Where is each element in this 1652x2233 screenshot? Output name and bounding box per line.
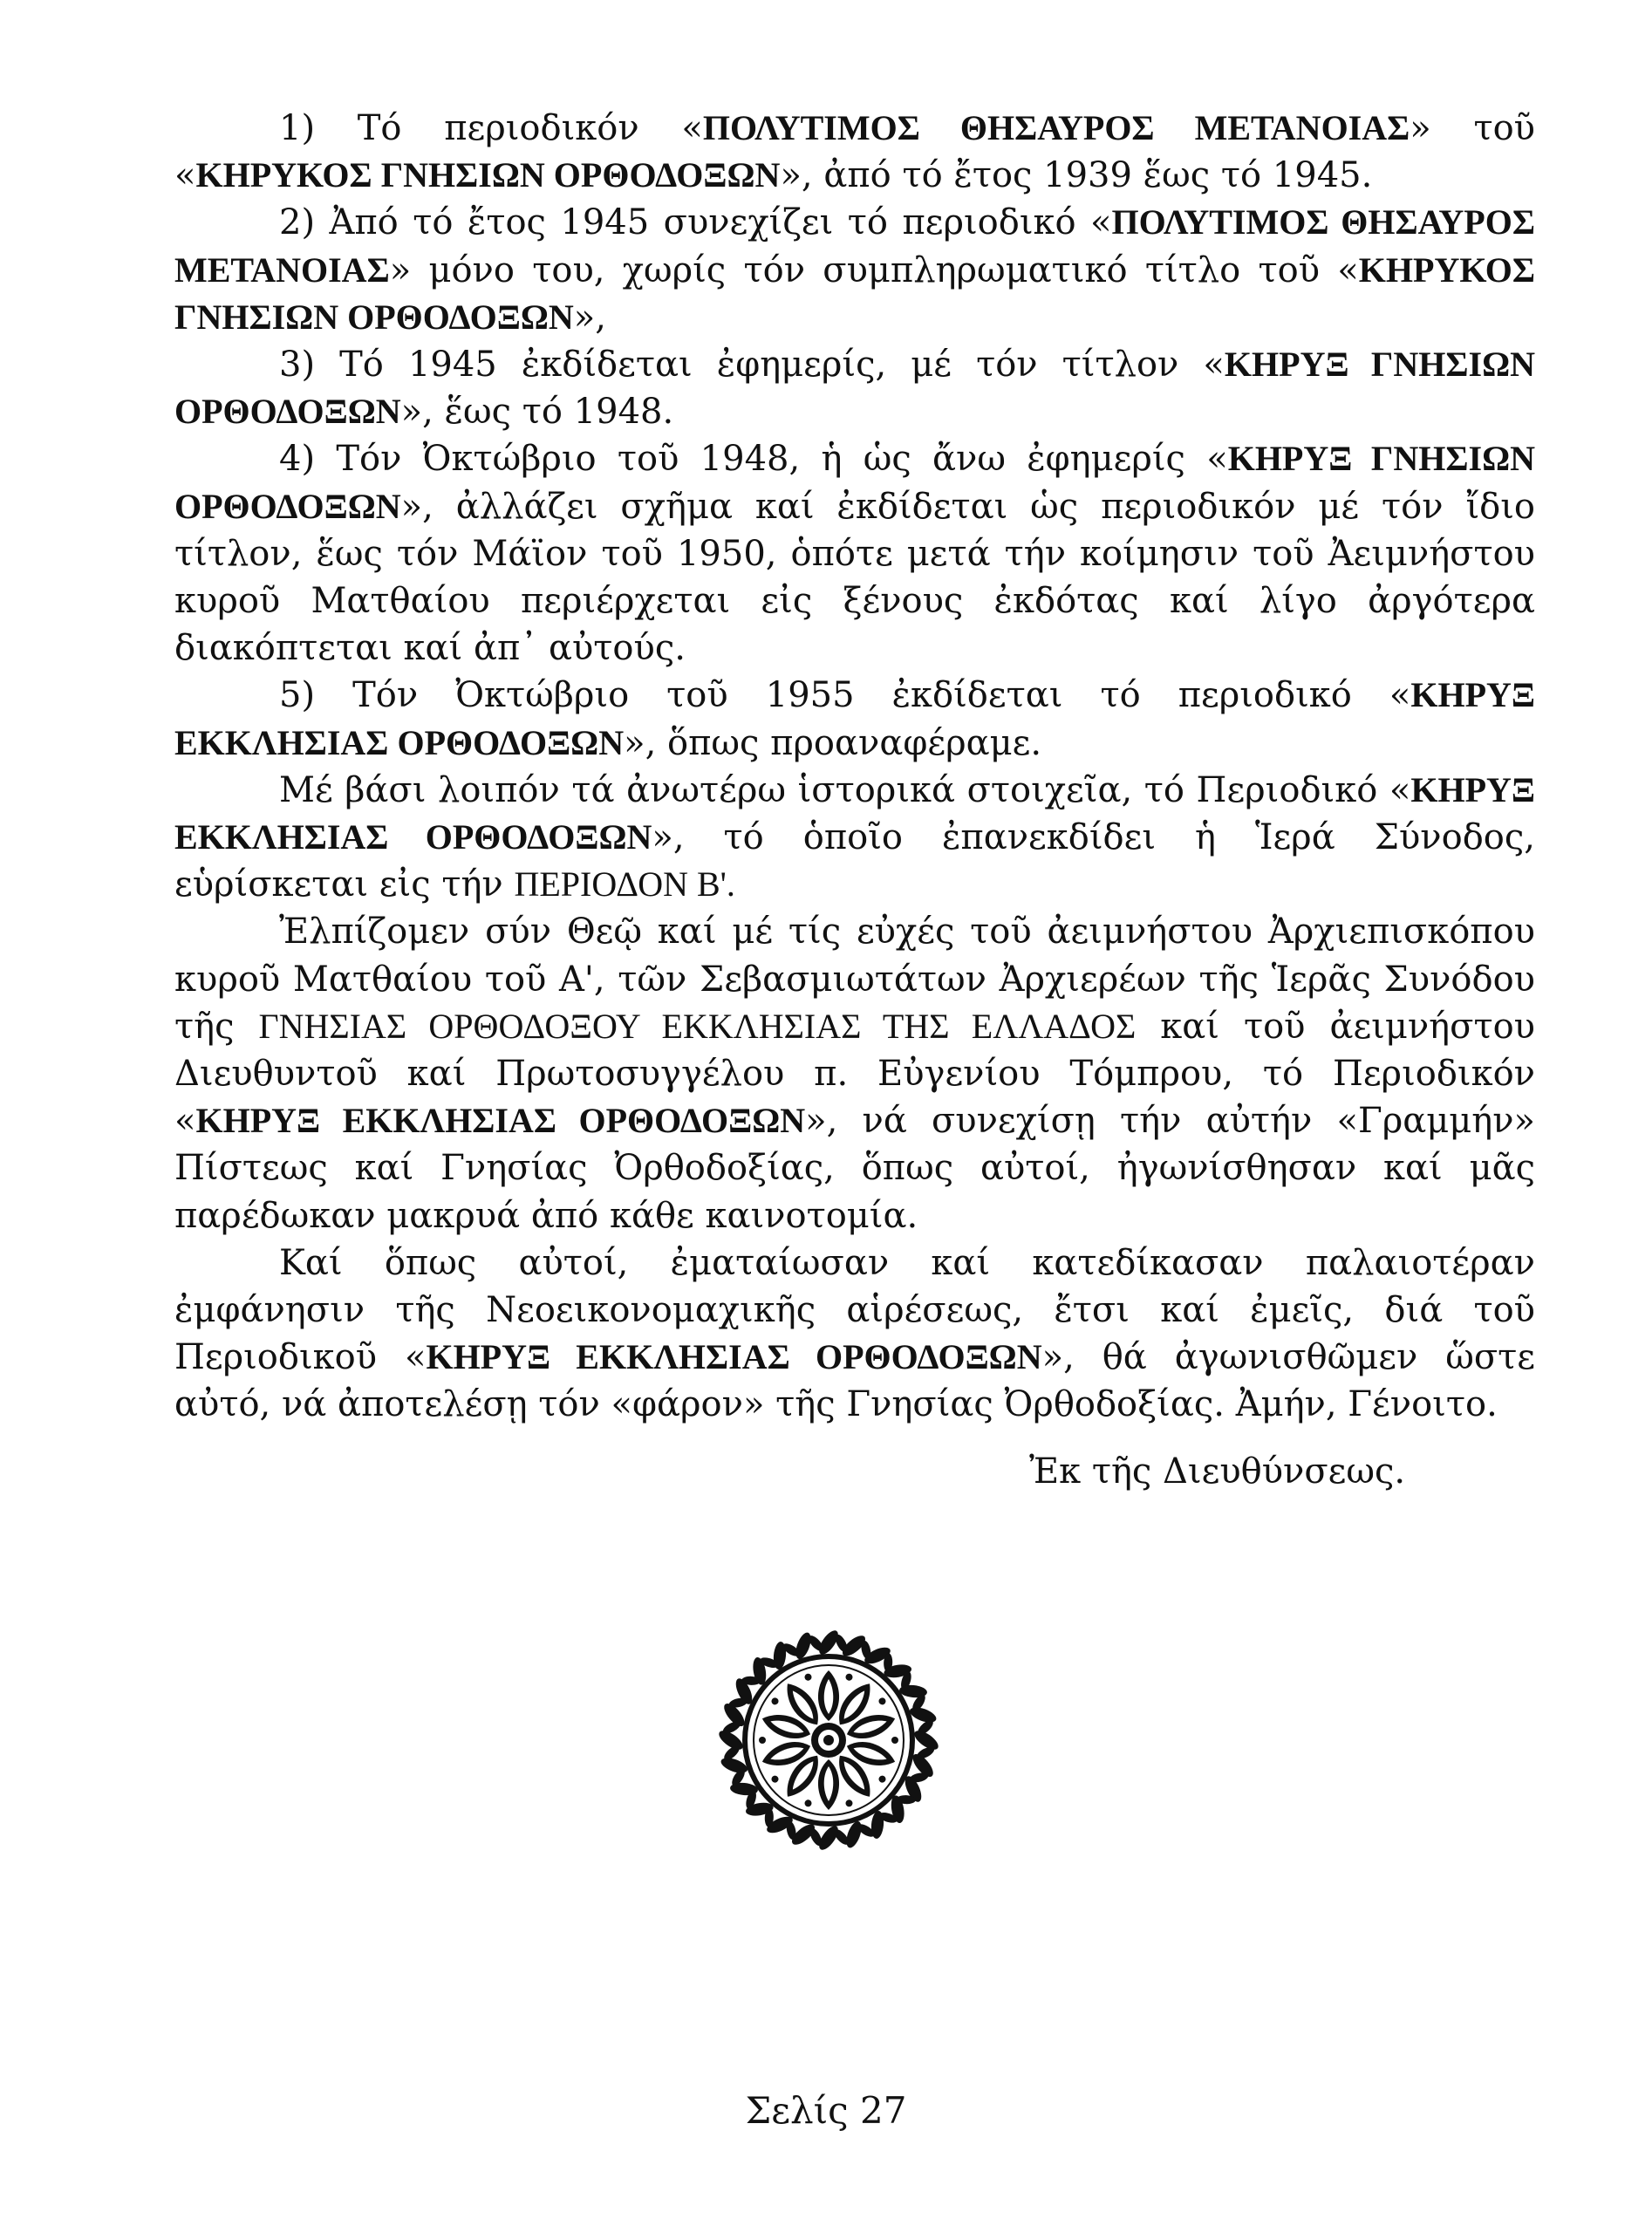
paragraph-text: », ἀπό τό ἔτος 1939 ἕως τό 1945. (780, 155, 1373, 196)
paragraph-text: », ἀλλάζει σχῆμα καί ἐκδίδεται ὡς περιοδικόν μέ τόν ἴδιο τίτλον, ἕως τόν Μάϊον τοῦ 1950, ὁπότε μετά τήν κοίμησιν τοῦ Ἀειμνήστου κυροῦ Ματθαίου περιέρχεται εἰς ξένους ἐκδότας καί λίγο ἀργότερα διακόπτεται καί ἀπ᾽ αὐτούς. (174, 486, 1535, 669)
paragraph-text: », ὅπως προαναφέραμε. (624, 722, 1042, 763)
paragraph-text: 4) Τόν Ὀκτώβριο τοῦ 1948, ἡ ὡς ἄνω ἐφημερίς « (279, 439, 1228, 480)
paragraph-text: 3) Τό 1945 ἐκδίδεται ἐφημερίς, μέ τόν τίτλον « (279, 345, 1225, 386)
paragraph (174, 199, 1535, 341)
paragraph-text: » μόνο του, χωρίς τόν συμπληρωματικό τίτλο τοῦ « (389, 249, 1359, 290)
body-text (174, 105, 1535, 1429)
paragraph-text: », (573, 297, 606, 338)
paragraph-text: καί τοῦ ἀειμνήστου Διευθυντοῦ καί Πρωτοσυγγέλου π. Εὐγενίου Τόμπρου, τό Περιοδικόν « (174, 1006, 1535, 1142)
paragraph-text: », ἕως τό 1948. (400, 392, 674, 433)
paragraph-text: Ἐλπίζομεν σύν Θεῷ καί μέ τίς εὐχές τοῦ ἀειμνήστου Ἀρχιεπισκόπου κυροῦ Ματθαίου τοῦ Α', τῶν Σεβασμιωτάτων Ἀρχιερέων τῆς Ἱερᾶς Συνόδου τῆς (174, 912, 1535, 1047)
paragraph (174, 1239, 1535, 1429)
paragraph-text: ΓΝΗΣΙΑΣ ΟΡΘΟΔΟΞΟΥ ΕΚΚΛΗΣΙΑΣ ΤΗΣ ΕΛΛΑΔΟΣ (258, 1006, 1137, 1046)
paragraph-text: » τοῦ « (174, 108, 1535, 196)
paragraph (174, 341, 1535, 435)
paragraph (174, 908, 1535, 1239)
paragraph-text: ΠΕΡΙΟΔΟΝ Β'. (514, 864, 735, 905)
paragraph-text: », νά συνεχίσῃ τήν αὐτήν «Γραμμήν» Πίστεως καί Γνησίας Ὀρθοδοξίας, ὅπως αὐτοί, ἠγωνίσθησαν καί μᾶς παρέδωκαν μακρυά ἀπό κάθε καινοτομία. (174, 1101, 1536, 1236)
bold-title-text: ΚΗΡΥΞ ΓΝΗΣΙΩΝ ΟΡΘΟΔΟΞΩΝ (174, 345, 1535, 432)
paragraph-text: Μέ βάσι λοιπόν τά ἀνωτέρω ἱστορικά στοιχεῖα, τό Περιοδικό « (279, 769, 1411, 810)
bold-title-text: ΚΗΡΥΞ ΕΚΚΛΗΣΙΑΣ ΟΡΘΟΔΟΞΩΝ (174, 769, 1535, 857)
paragraph-text: 2) Ἀπό τό ἔτος 1945 συνεχίζει τό περιοδικό « (279, 202, 1112, 243)
bold-title-text: ΚΗΡΥΞ ΓΝΗΣΙΩΝ ΟΡΘΟΔΟΞΩΝ (174, 439, 1535, 526)
paragraph-text: », τό ὁποῖο ἐπανεκδίδει ἡ Ἱερά Σύνοδος, εὑρίσκεται εἰς τήν (174, 817, 1535, 905)
circular-floral-ornament-icon (715, 1627, 942, 1854)
paragraph (174, 435, 1535, 672)
bold-title-text: ΚΗΡΥΞ ΕΚΚΛΗΣΙΑΣ ΟΡΘΟΔΟΞΩΝ (426, 1337, 1042, 1377)
signoff: Ἐκ τῆς Διευθύνσεως. (1029, 1451, 1406, 1492)
page-number: Σελίς 27 (745, 2089, 907, 2132)
paragraph-text: Καί ὅπως αὐτοί, ἐματαίωσαν καί κατεδίκασαν παλαιοτέραν ἐμφάνησιν τῆς Νεοεικονομαχικῆς αἱρέσεως, ἔτσι καί ἐμεῖς, διά τοῦ Περιοδικοῦ « (174, 1242, 1535, 1378)
paragraph (174, 105, 1535, 199)
bold-title-text: ΚΗΡΥΚΟΣ ΓΝΗΣΙΩΝ ΟΡΘΟΔΟΞΩΝ (174, 249, 1535, 337)
paragraph-text: 1) Τό περιοδικόν « (279, 108, 703, 148)
paragraph (174, 767, 1535, 909)
bold-title-text: ΠΟΛΥΤΙΜΟΣ ΘΗΣΑΥΡΟΣ ΜΕΤΑΝΟΙΑΣ (702, 108, 1410, 147)
paragraph-text: 5) Τόν Ὀκτώβριο τοῦ 1955 ἐκδίδεται τό περιοδικό « (279, 675, 1411, 716)
bold-title-text: ΠΟΛΥΤΙΜΟΣ ΘΗΣΑΥΡΟΣ ΜΕΤΑΝΟΙΑΣ (174, 202, 1535, 290)
bold-title-text: ΚΗΡΥΞ ΕΚΚΛΗΣΙΑΣ ΟΡΘΟΔΟΞΩΝ (195, 1101, 806, 1141)
bold-title-text: ΚΗΡΥΚΟΣ ΓΝΗΣΙΩΝ ΟΡΘΟΔΟΞΩΝ (195, 155, 781, 195)
paragraph-text: », θά ἀγωνισθῶμεν ὥστε αὐτό, νά ἀποτελέσῃ τόν «φάρον» τῆς Γνησίας Ὀρθοδοξίας. Ἀμήν, Γένοιτο. (174, 1337, 1535, 1425)
bold-title-text: ΚΗΡΥΞ ΕΚΚΛΗΣΙΑΣ ΟΡΘΟΔΟΞΩΝ (174, 675, 1535, 762)
paragraph (174, 672, 1535, 766)
